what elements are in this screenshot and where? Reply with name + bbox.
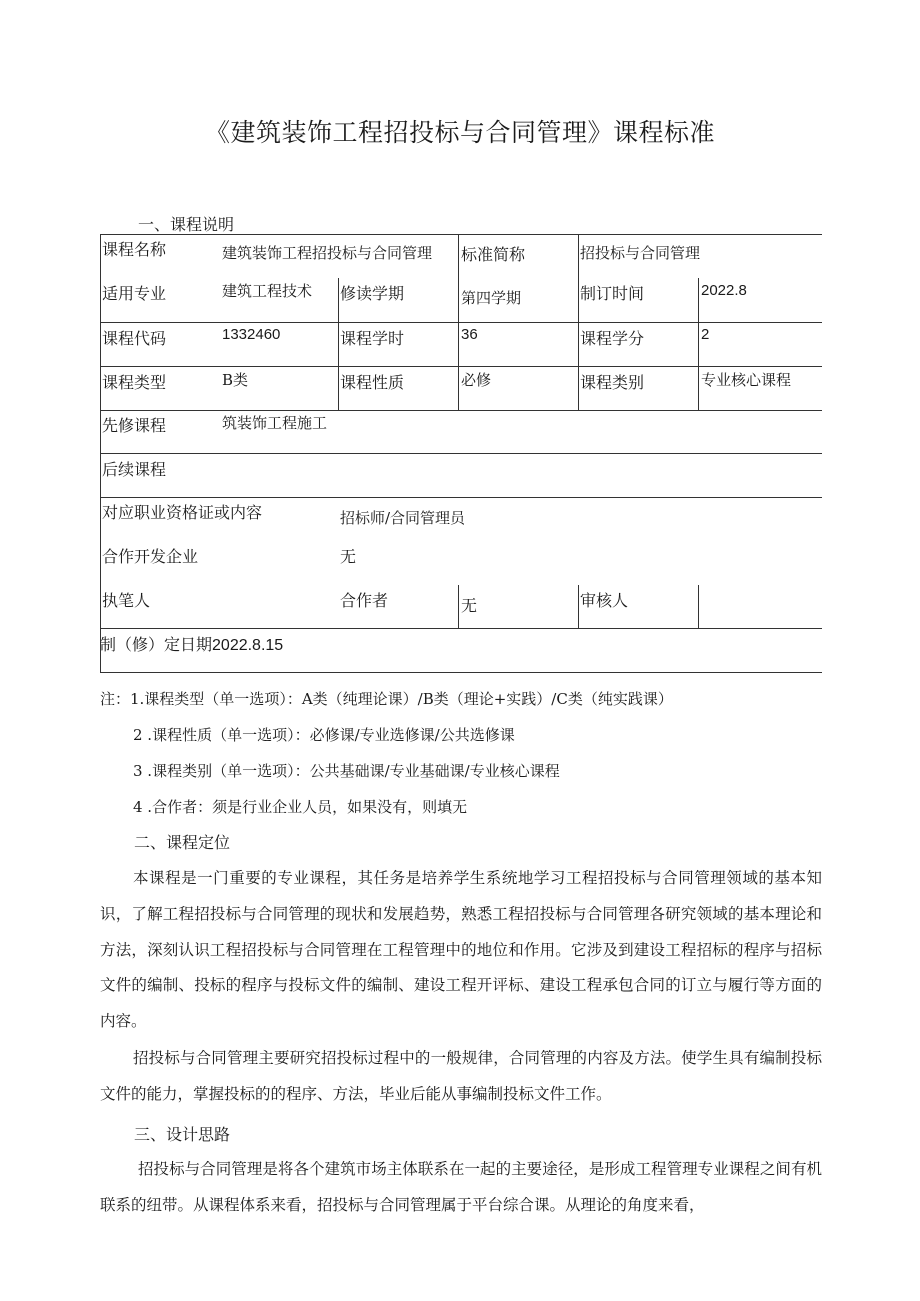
value-course-code: 1332460 (222, 326, 281, 343)
note-4: 4 .合作者：须是行业企业人员，如果没有，则填无 (133, 798, 468, 816)
label-established-date: 制订时间 (580, 284, 645, 303)
value-short-name: 招投标与合同管理 (580, 244, 701, 262)
section-heading-design-ideas: 三、设计思路 (134, 1125, 231, 1144)
value-prerequisite: 筑装饰工程施工 (222, 414, 328, 432)
value-course-type: B类 (222, 371, 249, 389)
label-short-name: 标准简称 (461, 245, 526, 264)
label-revision-date (100, 632, 283, 655)
value-qualification: 招标师/合同管理员 (340, 509, 466, 527)
revision-date-value: 2022.8.15 (212, 637, 284, 654)
value-course-name: 建筑装饰工程招投标与合同管理 (222, 244, 433, 262)
note-3: 3 .课程类别（单一选项）：公共基础课/专业基础课/专业核心课程 (133, 762, 560, 780)
label-prerequisite: 先修课程 (102, 416, 167, 435)
value-partner-company: 无 (340, 547, 357, 566)
label-semester: 修读学期 (340, 284, 405, 303)
value-course-nature: 必修 (461, 371, 492, 389)
note-2: 2 .课程性质（单一选项）：必修课/专业选修课/公共选修课 (133, 726, 515, 744)
positioning-paragraph-2: 招投标与合同管理主要研究招投标过程中的一般规律，合同管理的内容及方法。使学生具有编制投标文件的能力，掌握投标的的程序、方法，毕业后能从事编制投标文件工作。 (100, 1049, 822, 1103)
label-author: 执笔人 (102, 591, 151, 610)
label-qualification: 对应职业资格证或内容 (102, 503, 263, 522)
design-ideas-paragraph-1: 招投标与合同管理是将各个建筑市场主体联系在一起的主要途径，是形成工程管理专业课程之间有机联系的纽带。从课程体系来看，招投标与合同管理属于平台综合课。从理论的角度来看， (100, 1160, 822, 1214)
label-major: 适用专业 (102, 284, 167, 303)
label-partner-company: 合作开发企业 (102, 547, 199, 566)
positioning-paragraph-1: 本课程是一门重要的专业课程，其任务是培养学生系统地学习工程招投标与合同管理领域的基本知识，了解工程招投标与合同管理的现状和发展趋势，熟悉工程招投标与合同管理各研究领域的基本理论和方法，深刻认识工程招投标与合同管理在工程管理中的地位和作用。它涉及到建设工程招标的程序与招标文件的编制、投标的程序与投标文件的编制、建设工程开评标、建设工程承包合同的订立与履行等方面的内容。 (100, 869, 822, 1031)
label-course-code: 课程代码 (102, 329, 167, 348)
label-subsequent: 后续课程 (102, 460, 167, 479)
section-heading-course-description: 一、课程说明 (138, 215, 235, 234)
label-course-credits: 课程学分 (580, 329, 645, 348)
label-course-hours: 课程学时 (340, 329, 405, 348)
label-course-nature: 课程性质 (340, 373, 405, 392)
value-course-hours: 36 (461, 326, 478, 343)
label-reviewer: 审核人 (580, 591, 629, 610)
label-course-category: 课程类别 (580, 373, 645, 392)
label-course-type: 课程类型 (102, 373, 167, 392)
revision-date-label-text: 制（修）定日期 (100, 635, 213, 654)
note-1: 注：1.课程类型（单一选项）：A类（纯理论课）/B类（理论+实践）/C类（纯实践课） (100, 690, 673, 708)
value-course-category: 专业核心课程 (701, 371, 792, 389)
page-title: 《建筑装饰工程招投标与合同管理》课程标准 (204, 118, 715, 147)
value-collaborator: 无 (461, 596, 478, 615)
value-course-credits: 2 (701, 326, 710, 343)
section-heading-positioning: 二、课程定位 (134, 833, 231, 852)
label-course-name: 课程名称 (102, 240, 167, 259)
value-major: 建筑工程技术 (222, 282, 313, 300)
label-collaborator: 合作者 (340, 591, 389, 610)
value-semester: 第四学期 (461, 289, 522, 307)
value-established-date: 2022.8 (701, 282, 747, 299)
